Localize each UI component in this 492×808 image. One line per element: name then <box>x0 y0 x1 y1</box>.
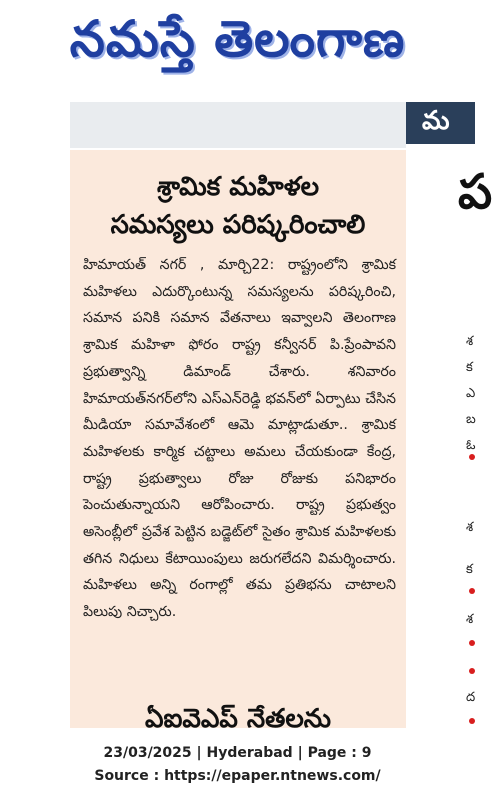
adjacent-text-fragment: శ <box>466 520 474 535</box>
bullet-icon <box>469 668 475 674</box>
adjacent-text-fragment: శ <box>466 612 474 627</box>
adjacent-text-fragment: ఎ <box>466 386 476 401</box>
bullet-icon <box>469 718 475 724</box>
adjacent-text-fragment: క <box>466 562 473 577</box>
adjacent-text-fragment: శ <box>466 334 474 349</box>
bullet-icon <box>469 454 475 460</box>
article-body: హిమాయత్ నగర్ , మార్చి22: రాష్ట్రంలోని శ్రామిక మహిళలు ఎదుర్కొంటున్న సమస్యలను పరిష్కరించి, సమాన పనికి సమాన వేతనాలు ఇవ్వాలని తెలంగాణ శ్రామిక మహిళా ఫోరం రాష్ట్ర కన్వీనర్ పి.ప్రేంపావని ప్రభుత్వాన్ని డిమాండ్ చేశారు. శనివారం హిమాయత్‌నగర్‌లోని ఎస్ఎన్‌రెడ్డి భవన్‌లో ఏర్పాటు చేసిన మీడియా సమావేశంలో ఆమె మాట్లాడుతూ.. శ్రామిక మహిళలకు కార్మిక చట్టాలు అమలు చేయకుండా కేంద్ర, రాష్ట్ర ప్రభుత్వాలు రోజు రోజుకు పనిభారం పెంచుతున్నాయని ఆరోపించారు. రాష్ట్ర ప్రభుత్వం అసెంబ్లీలో ప్రవేశ పెట్టిన బడ్జెట్‌లో సైతం శ్రామిక మహిళలకు తగిన నిధులు కేటాయింపులు జరుగలేదని విమర్శించారు. మహిళలు అన్ని రంగాల్లో తమ ప్రతిభను చాటాలని పిలుపు నిచ్చారు. <box>83 257 396 621</box>
adjacent-text-fragment: బ <box>466 412 476 427</box>
edition-info: 23/03/2025 | Hyderabad | Page : 9 <box>103 745 372 761</box>
adjacent-article-clip <box>406 102 492 728</box>
news-article <box>70 150 406 734</box>
adjacent-text-fragment: ద <box>466 690 476 705</box>
article-headline <box>70 150 406 244</box>
adjacent-banner <box>406 102 475 144</box>
adjacent-banner-text: మ <box>422 106 450 136</box>
bullet-icon <box>469 640 475 646</box>
adjacent-headline-fragment: ప <box>458 164 492 220</box>
headline-line-2: సమస్యలు పరిష్కరించాలి <box>110 210 366 240</box>
source-footer <box>0 742 475 788</box>
bullet-icon <box>469 588 475 594</box>
headline-line-1: శ్రామిక మహిళల <box>156 172 320 202</box>
next-article-headline: ఏఐవెఎప్ నేతలను <box>144 704 332 734</box>
header-strip <box>70 102 406 148</box>
masthead <box>0 0 475 90</box>
adjacent-text-fragment: ఓ <box>466 438 476 453</box>
adjacent-text-fragment: క <box>466 360 473 375</box>
newspaper-title: నమస్తే తెలంగాణ <box>69 9 406 68</box>
source-link[interactable]: Source : https://epaper.ntnews.com/ <box>94 768 381 784</box>
